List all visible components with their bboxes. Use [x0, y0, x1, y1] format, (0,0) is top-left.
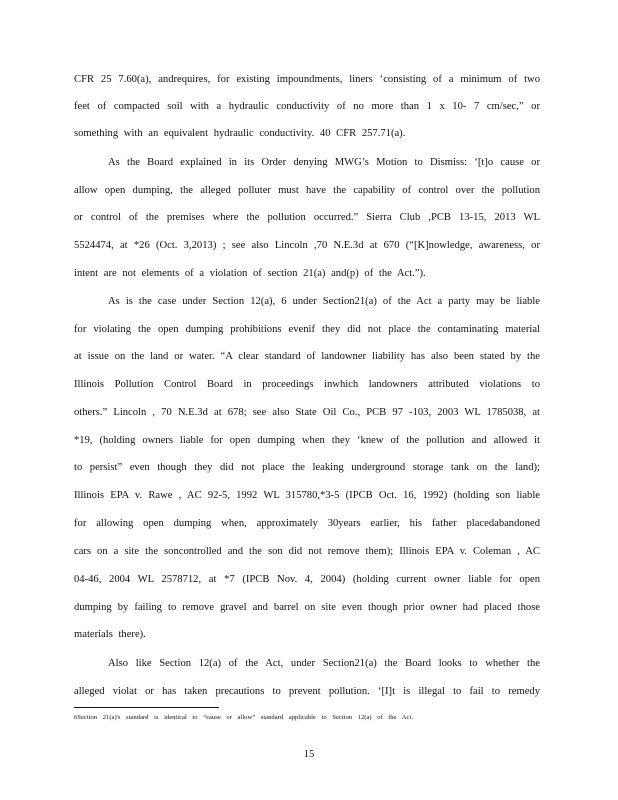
paragraph-first-line: Also like Section 12(a) of the Act, under Section21(a) the Board looks to whether the — [108, 658, 540, 669]
body-line: feet of compacted soil with a hydraulic conductivity of no more than 1 x 10- 7 cm/sec,” or — [74, 101, 540, 112]
body-line: 04-46, 2004 WL 2578712, at *7 (IPCB Nov. 4, 2004) (holding current owner liable for open — [74, 574, 540, 585]
body-line: for allowing open dumping when, approximately 30years earlier, his father placedabandoned — [74, 518, 540, 529]
body-line: others.” Lincoln , 70 N.E.3d at 678; see also State Oil Co., PCB 97 -103, 2003 WL 1785038, at — [74, 407, 540, 418]
body-line: for violating the open dumping prohibitions evenif they did not place the contaminating material — [74, 324, 540, 335]
body-line: materials there). — [74, 629, 146, 640]
body-line: dumping by failing to remove gravel and barrel on site even though prior owner had placed those — [74, 602, 540, 613]
body-line: allow open dumping, the alleged polluter must have the capability of control over the pollution — [74, 185, 540, 196]
page-number: 15 — [303, 749, 315, 760]
body-line: cars on a site the soncontrolled and the son did not remove them); Illinois EPA v. Coleman , AC — [74, 546, 540, 557]
body-line: at issue on the land or water. “A clear standard of landowner liability has also been stated by the — [74, 351, 540, 362]
body-line: 5524474, at *26 (Oct. 3,2013) ; see also Lincoln ,70 N.E.3d at 670 (“[K]nowledge, awareness, or — [74, 240, 540, 251]
body-line: to persist” even though they did not place the leaking underground storage tank on the land); — [74, 462, 540, 473]
body-line: intent are not elements of a violation of section 21(a) and(p) of the Act.”). — [74, 268, 426, 279]
paragraph-first-line: As is the case under Section 12(a), 6 under Section21(a) of the Act a party may be liable — [108, 296, 540, 307]
body-line: something with an equivalent hydraulic conductivity. 40 CFR 257.71(a). — [74, 128, 406, 139]
paragraph-first-line: As the Board explained in its Order denying MWG’s Motion to Dismiss: ‘[t]o cause or — [108, 157, 540, 168]
body-line: alleged violat or has taken precautions to prevent pollution. ‘[I]t is illegal to fail to remedy — [74, 686, 540, 697]
footnote-divider — [74, 707, 219, 708]
body-line: Illinois Pollution Control Board in proceedings inwhich landowners attributed violations to — [74, 379, 540, 390]
body-line: CFR 25 7.60(a), andrequires, for existing impoundments, liners ‘consisting of a minimum of two — [74, 74, 540, 85]
body-line: *19, (holding owners liable for open dumping when they ‘knew of the pollution and allowed it — [74, 435, 540, 446]
body-line: or control of the premises where the pollution occurred.” Sierra Club ,PCB 13-15, 2013 WL — [74, 212, 540, 223]
body-line: Illinois EPA v. Rawe , AC 92-5, 1992 WL 315780,*3-5 (IPCB Oct. 16, 1992) (holding son liable — [74, 490, 540, 501]
footnote: 6Section 21(a)'s standard is identical to “cause or allow” standard applicable to Section 12(a) of the Act. — [74, 714, 413, 721]
